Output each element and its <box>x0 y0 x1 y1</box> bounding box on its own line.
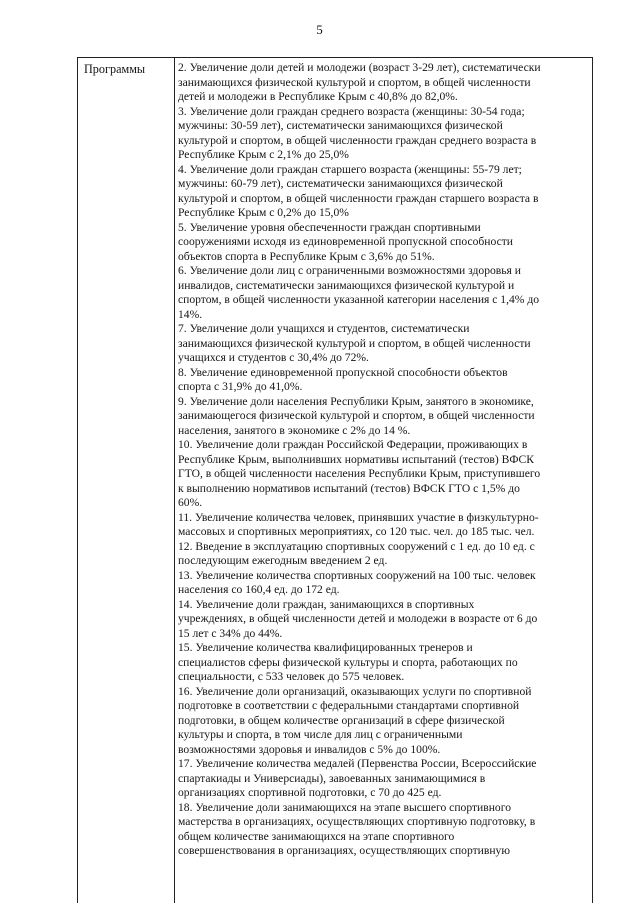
row-label: Программы <box>84 62 146 76</box>
target-line: 12. Введение в эксплуатацию спортивных сооружений с 1 ед. до 10 ед. с <box>178 539 535 553</box>
target-line: населения со 160,4 ед. до 172 ед. <box>178 583 340 596</box>
target-line: возможностями здоровья и инвалидов с 5% до 100%. <box>178 742 441 756</box>
target-item <box>178 511 590 540</box>
target-item <box>178 61 590 105</box>
target-line: последующим ежегодным введением 2 ед. <box>178 554 388 567</box>
target-item <box>178 569 590 598</box>
target-line: подготовке в соответствии с федеральными стандартами спортивной <box>178 699 520 712</box>
target-line: подготовки, в общем количестве организаций в сфере физической <box>178 713 505 727</box>
target-item <box>178 685 590 758</box>
target-item <box>178 163 590 221</box>
target-line: занимающихся физической культурой и спортом, в общей численности <box>178 336 531 350</box>
target-line: мужчины: 60-79 лет), систематически занимающихся физической <box>178 177 503 190</box>
target-line: организациях спортивной подготовки, с 70 до 425 ед. <box>178 786 442 799</box>
target-line: 60%. <box>178 496 203 509</box>
target-item <box>178 366 590 395</box>
target-item <box>178 221 590 265</box>
target-line: 14. Увеличение доли граждан, занимающихся в спортивных <box>178 597 475 611</box>
target-line: ГТО, в общей численности населения Республики Крым, приступившего <box>178 467 541 480</box>
target-line: массовых и спортивных мероприятиях, со 120 тыс. чел. до 185 тыс. чел. <box>178 525 535 538</box>
target-line: населения, занятого в экономике с 2% до 14 %. <box>178 423 411 437</box>
target-line: 5. Увеличение уровня обеспеченности граждан спортивными <box>178 220 481 234</box>
target-line: 10. Увеличение доли граждан Российской Федерации, проживающих в <box>178 438 528 451</box>
target-line: занимающегося физической культурой и спортом, в общей численности <box>178 409 535 422</box>
target-line: 15. Увеличение количества квалифицированных тренеров и <box>178 641 473 654</box>
target-line: специальности, с 533 человек до 575 человек. <box>178 670 405 683</box>
target-line: культуры и спорта, в том числе для лиц с ограниченными <box>178 728 463 741</box>
target-line: 9. Увеличение доли населения Республики Крым, занятого в экономике, <box>178 394 534 408</box>
target-line: 11. Увеличение количества человек, принявших участие в физкультурно- <box>178 510 539 524</box>
target-line: к выполнению нормативов испытаний (тестов) ВФСК ГТО с 1,5% до <box>178 481 520 495</box>
target-item <box>178 395 590 439</box>
target-line: учреждениях, в общей численности детей и молодежи в возрасте от 6 до <box>178 612 538 625</box>
column-divider <box>174 58 175 903</box>
target-item <box>178 540 590 569</box>
target-item <box>178 322 590 366</box>
program-targets-cell <box>178 61 590 859</box>
target-line: 14%. <box>178 307 203 321</box>
target-line: общем количестве занимающихся на этапе спортивного <box>178 829 455 843</box>
target-line: 4. Увеличение доли граждан старшего возраста (женщины: 55-79 лет; <box>178 162 522 176</box>
target-line: мужчины: 30-59 лет), систематически занимающихся физической <box>178 119 503 132</box>
target-line: культурой и спортом, в общей численности граждан среднего возраста в <box>178 133 537 147</box>
target-line: спортом, в общей численности указанной категории населения с 1,4% до <box>178 293 540 306</box>
target-line: 8. Увеличение единовременной пропускной способности объектов <box>178 365 508 379</box>
target-item <box>178 641 590 685</box>
target-line: культурой и спортом, в общей численности граждан старшего возраста в <box>178 191 539 205</box>
target-item <box>178 264 590 322</box>
target-line: сооружениями исходя из единовременной пропускной способности <box>178 235 514 248</box>
target-line: спартакиады и Универсиады), завоеванных занимающимися в <box>178 771 486 785</box>
target-line: 6. Увеличение доли лиц с ограниченными возможностями здоровья и <box>178 264 521 277</box>
target-line: 3. Увеличение доли граждан среднего возраста (женщины: 30-54 года; <box>178 104 525 118</box>
target-item <box>178 801 590 859</box>
target-line: 17. Увеличение количества медалей (Первенства России, Всероссийские <box>178 757 537 770</box>
target-line: 7. Увеличение доли учащихся и студентов, систематически <box>178 322 470 335</box>
target-line: занимающихся физической культурой и спортом, в общей численности <box>178 75 531 89</box>
target-line: учащихся и студентов с 30,4% до 72%. <box>178 351 369 364</box>
target-line: совершенствования в организациях, осуществляющих спортивную <box>178 844 510 857</box>
target-line: 13. Увеличение количества спортивных сооружений на 100 тыс. человек <box>178 568 536 582</box>
target-line: Республике Крым, выполнивших нормативы испытаний (тестов) ВФСК <box>178 452 534 466</box>
target-line: 16. Увеличение доли организаций, оказывающих услуги по спортивной <box>178 684 532 698</box>
target-line: спорта с 31,9% до 41,0%. <box>178 380 303 393</box>
target-line: объектов спорта в Республике Крым с 3,6% до 51%. <box>178 249 435 263</box>
target-line: 2. Увеличение доли детей и молодежи (возраст 3-29 лет), систематически <box>178 61 541 74</box>
target-item <box>178 598 590 642</box>
target-line: мастерства в организациях, осуществляющих спортивную подготовку, в <box>178 815 536 828</box>
target-item <box>178 438 590 511</box>
target-line: 15 лет с 34% до 44%. <box>178 626 283 640</box>
target-line: Республике Крым с 2,1% до 25,0% <box>178 148 349 161</box>
page-number: 5 <box>316 22 323 37</box>
target-line: детей и молодежи в Республике Крым с 40,8% до 82,0%. <box>178 90 458 103</box>
target-line: Республике Крым с 0,2% до 15,0% <box>178 206 349 219</box>
target-line: специалистов сферы физической культуры и спорта, работающих по <box>178 655 518 669</box>
target-item <box>178 757 590 801</box>
target-line: 18. Увеличение доли занимающихся на этапе высшего спортивного <box>178 800 511 814</box>
target-item <box>178 105 590 163</box>
programs-table <box>77 57 593 903</box>
target-line: инвалидов, систематически занимающихся физической культурой и <box>178 278 515 292</box>
